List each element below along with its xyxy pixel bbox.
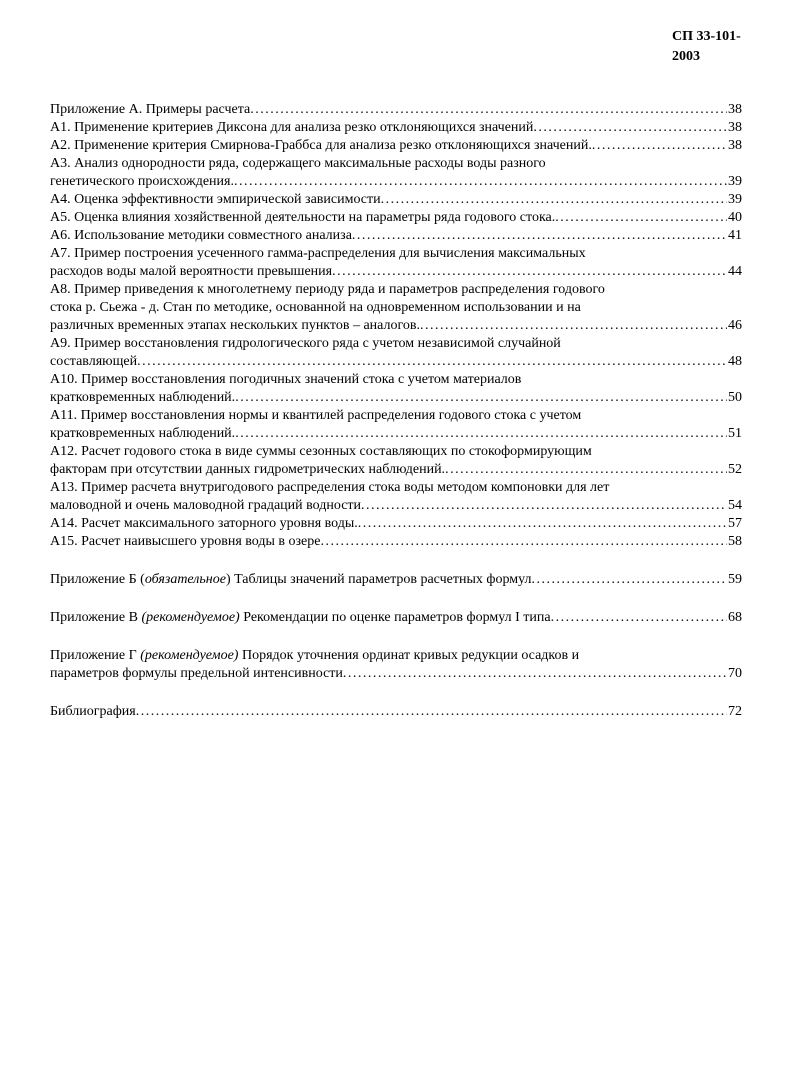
page-number: 38 [728, 102, 742, 117]
toc-entry-a14[interactable]: А14. Расчет максимального заторного уровня воды. . . . 57 [50, 515, 742, 533]
toc-entry-a6[interactable]: А6. Использование методики совместного анализа . . . 41 [50, 227, 742, 245]
toc-entry-a9[interactable]: А9. Пример восстановления гидрологического ряда с учетом независимой случайной составляющей . . . 48 [50, 335, 742, 371]
page-number: 68 [728, 610, 742, 625]
toc-entry-a12[interactable]: А12. Расчет годового стока в виде суммы сезонных составляющих по стокоформирующим факторам при отсутствии данных гидрометрических наблюдений. . . . 52 [50, 443, 742, 479]
page-number: 38 [728, 138, 742, 153]
page-number: 50 [728, 390, 742, 405]
toc-entry-appendix-b[interactable]: Приложение Б (обязательное) Таблицы значений параметров расчетных формул . . . 59 [50, 571, 742, 589]
toc-entry-a7[interactable]: А7. Пример построения усеченного гамма-распределения для вычисления максимальных расходов воды малой вероятности превышения . . . 44 [50, 245, 742, 281]
page-number: 39 [728, 192, 742, 207]
page-number: 59 [728, 572, 742, 587]
spacer [50, 551, 742, 571]
document-code-line1: СП 33-101- [672, 29, 741, 44]
toc-entry-a2[interactable]: А2. Применение критерия Смирнова-Граббса для анализа резко отклоняющихся значений. . . . 38 [50, 137, 742, 155]
page-number: 38 [728, 120, 742, 135]
page-number: 54 [728, 498, 742, 513]
page-number: 70 [728, 666, 742, 681]
toc-entry-a8[interactable]: А8. Пример приведения к многолетнему периоду ряда и параметров распределения годового стока р. Сьежа - д. Стан по методике, основанной на одновременном использовании и на различных временных этапах нескольких пунктов – аналогов. . . . 46 [50, 281, 742, 335]
page-number: 46 [728, 318, 742, 333]
table-of-contents [50, 101, 742, 721]
page-number: 39 [728, 174, 742, 189]
spacer [50, 627, 742, 647]
page-number: 52 [728, 462, 742, 477]
document-code [672, 27, 782, 67]
page-number: 72 [728, 704, 742, 719]
page-number: 58 [728, 534, 742, 549]
spacer [50, 589, 742, 609]
toc-entry-a13[interactable]: А13. Пример расчета внутригодового распределения стока воды методом компоновки для лет маловодной и очень маловодной градаций водности . . . 54 [50, 479, 742, 515]
status-label: (рекомендуемое) [141, 610, 240, 625]
toc-entry-a15[interactable]: А15. Расчет наивысшего уровня воды в озере . . . 58 [50, 533, 742, 551]
document-code-line2: 2003 [672, 49, 700, 64]
toc-entry-a3[interactable]: А3. Анализ однородности ряда, содержащего максимальные расходы воды разного генетического происхождения. . . . 39 [50, 155, 742, 191]
page-number: 48 [728, 354, 742, 369]
page-number: 41 [728, 228, 742, 243]
page-number: 44 [728, 264, 742, 279]
toc-entry-appendix-g[interactable]: Приложение Г (рекомендуемое) Порядок уточнения ординат кривых редукции осадков и параметров формулы предельной интенсивности . . . 70 [50, 647, 742, 683]
toc-entry-a1[interactable]: А1. Применение критериев Диксона для анализа резко отклоняющихся значений . . . 38 [50, 119, 742, 137]
toc-entry-a5[interactable]: А5. Оценка влияния хозяйственной деятельности на параметры ряда годового стока. . . . 40 [50, 209, 742, 227]
status-label: обязательное [144, 572, 226, 587]
page-number: 57 [728, 516, 742, 531]
toc-entry-appendix-a[interactable]: Приложение А. Примеры расчета . . . 38 [50, 101, 742, 119]
page-number: 51 [728, 426, 742, 441]
toc-entry-appendix-v[interactable]: Приложение В (рекомендуемое) Рекомендации по оценке параметров формул I типа . . . 68 [50, 609, 742, 627]
toc-entry-a4[interactable]: А4. Оценка эффективности эмпирической зависимости . . . 39 [50, 191, 742, 209]
toc-entry-a11[interactable]: А11. Пример восстановления нормы и квантилей распределения годового стока с учетом кратковременных наблюдений. . . . 51 [50, 407, 742, 443]
toc-entry-a10[interactable]: А10. Пример восстановления погодичных значений стока с учетом материалов кратковременных наблюдений. . . . 50 [50, 371, 742, 407]
page-number: 40 [728, 210, 742, 225]
status-label: (рекомендуемое) [140, 648, 239, 663]
toc-entry-bibliography[interactable]: Библиография . . . 72 [50, 703, 742, 721]
spacer [50, 683, 742, 703]
